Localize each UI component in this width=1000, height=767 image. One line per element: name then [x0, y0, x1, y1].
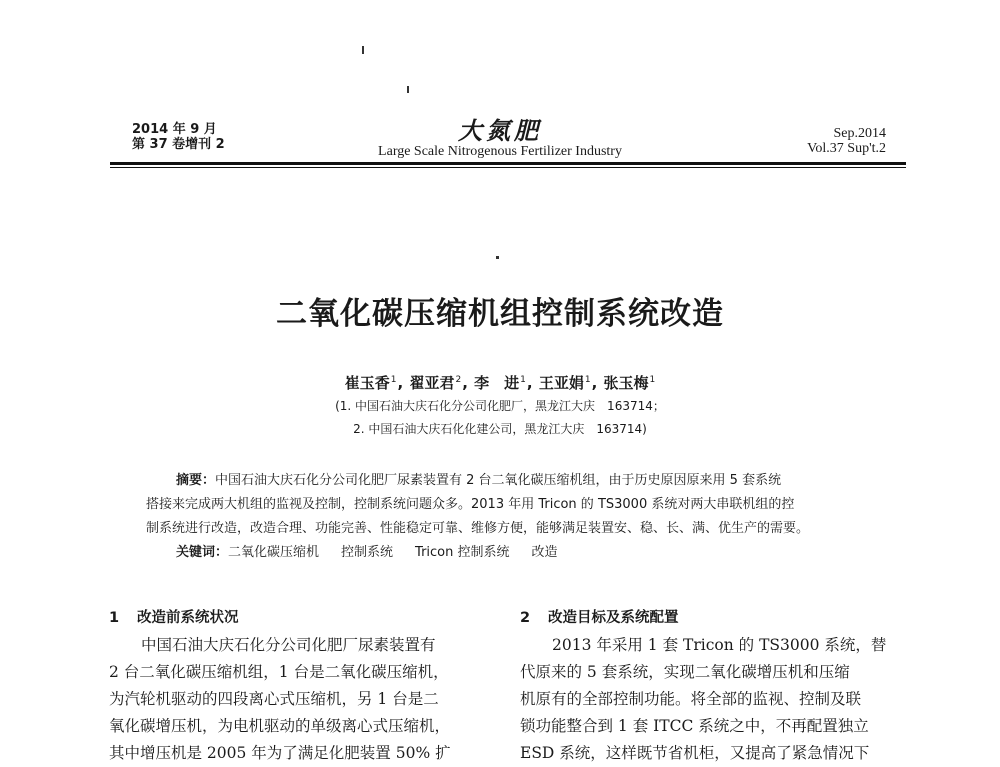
scan-speck [407, 86, 409, 93]
issue-date-cn: 2014 年 9 月 [132, 122, 217, 137]
body-line: 其中增压机是 2005 年为了满足化肥装置 50% 扩 [109, 744, 451, 762]
author-affiliation-mark: 1 [649, 375, 656, 385]
keywords-label: 关键词： [176, 545, 229, 560]
issue-volume-cn: 第 37 卷增刊 2 [132, 137, 225, 152]
abstract-block [146, 469, 870, 565]
keywords-line [146, 541, 870, 565]
abstract-text: 中国石油大庆石化分公司化肥厂尿素装置有 2 台二氧化碳压缩机组，由于历史原因原来用 5 套系统 [215, 473, 782, 488]
section-number: 2 [520, 610, 531, 626]
body-line: 代原来的 5 套系统，实现二氧化碳增压机和压缩 [520, 663, 850, 681]
affiliation-line: 2. 中国石油大庆石化化建公司，黑龙江大庆 163714) [353, 422, 647, 436]
header-left [132, 122, 225, 152]
abstract-label: 摘要： [176, 473, 216, 488]
issue-volume-en: Vol.37 Sup't.2 [807, 141, 886, 156]
journal-masthead [350, 118, 650, 160]
section-heading [109, 606, 489, 630]
keyword: Tricon 控制系统 [415, 545, 510, 560]
author-list: 崔玉香$^1$, 翟亚君$^2$, 李 进$^1$, 王亚娟$^1$, 张玉梅$^1$ [344, 374, 656, 392]
body-line: 2013 年采用 1 套 Tricon 的 TS3000 系统，替 [552, 636, 887, 654]
body-line: ESD 系统，这样既节省机柜，又提高了紧急情况下 [520, 744, 870, 762]
keyword: 二氧化碳压缩机 [228, 545, 320, 560]
body-line: 2 台二氧化碳压缩机组，1 台是二氧化碳压缩机， [109, 663, 449, 681]
keyword: 改造 [531, 545, 558, 560]
body-line: 锁功能整合到 1 套 ITCC 系统之中，不再配置独立 [520, 717, 869, 735]
affiliation-line: (1. 中国石油大庆石化分公司化肥厂，黑龙江大庆 163714； [335, 399, 665, 413]
section-number: 1 [109, 610, 120, 626]
author-name: 翟亚君 [409, 374, 455, 392]
scan-speck [496, 256, 499, 259]
author-affiliation-mark: 1 [390, 375, 397, 385]
body-line: 中国石油大庆石化分公司化肥厂尿素装置有 [141, 636, 436, 654]
author-name: 张玉梅 [603, 374, 649, 392]
keyword: 控制系统 [341, 545, 394, 560]
header-rule-thin [110, 167, 906, 168]
abstract-line [146, 469, 870, 493]
body-line: 机原有的全部控制功能。将全部的监视、控制及联 [520, 690, 862, 708]
left-column [109, 606, 489, 767]
section-title: 改造目标及系统配置 [548, 610, 679, 626]
author-affiliation-mark: 1 [520, 375, 526, 385]
author-name: 王亚娟 [538, 374, 584, 392]
author-name: 崔玉香 [344, 374, 390, 392]
author-name: 李 进 [474, 374, 520, 392]
journal-logo: 大氮肥 [458, 116, 542, 145]
body-line: 为汽轮机驱动的四段离心式压缩机，另 1 台是二 [109, 690, 439, 708]
author-affiliation-mark: 2 [455, 375, 462, 385]
abstract-line: 搭接来完成两大机组的监视及控制，控制系统问题众多。2013 年用 Tricon 的 TS3000 系统对两大串联机组的控 [146, 497, 795, 512]
body-line: 氧化碳增压机，为电机驱动的单级离心式压缩机， [109, 717, 451, 735]
abstract-line: 制系统进行改造，改造合理、功能完善、性能稳定可靠、维修方便，能够满足装置安、稳、长、满、优生产的需要。 [146, 521, 810, 536]
right-column [520, 606, 900, 767]
section-heading [520, 606, 900, 630]
header-rule-thick [110, 162, 906, 165]
page-title: 二氧化碳压缩机组控制系统改造 [276, 296, 724, 332]
scan-speck [362, 46, 364, 54]
author-affiliation-mark: 1 [584, 375, 591, 385]
header-right [807, 126, 886, 156]
issue-date-en: Sep.2014 [833, 126, 886, 141]
section-title: 改造前系统状况 [137, 610, 239, 626]
journal-english-name: Large Scale Nitrogenous Fertilizer Industry [378, 144, 622, 159]
